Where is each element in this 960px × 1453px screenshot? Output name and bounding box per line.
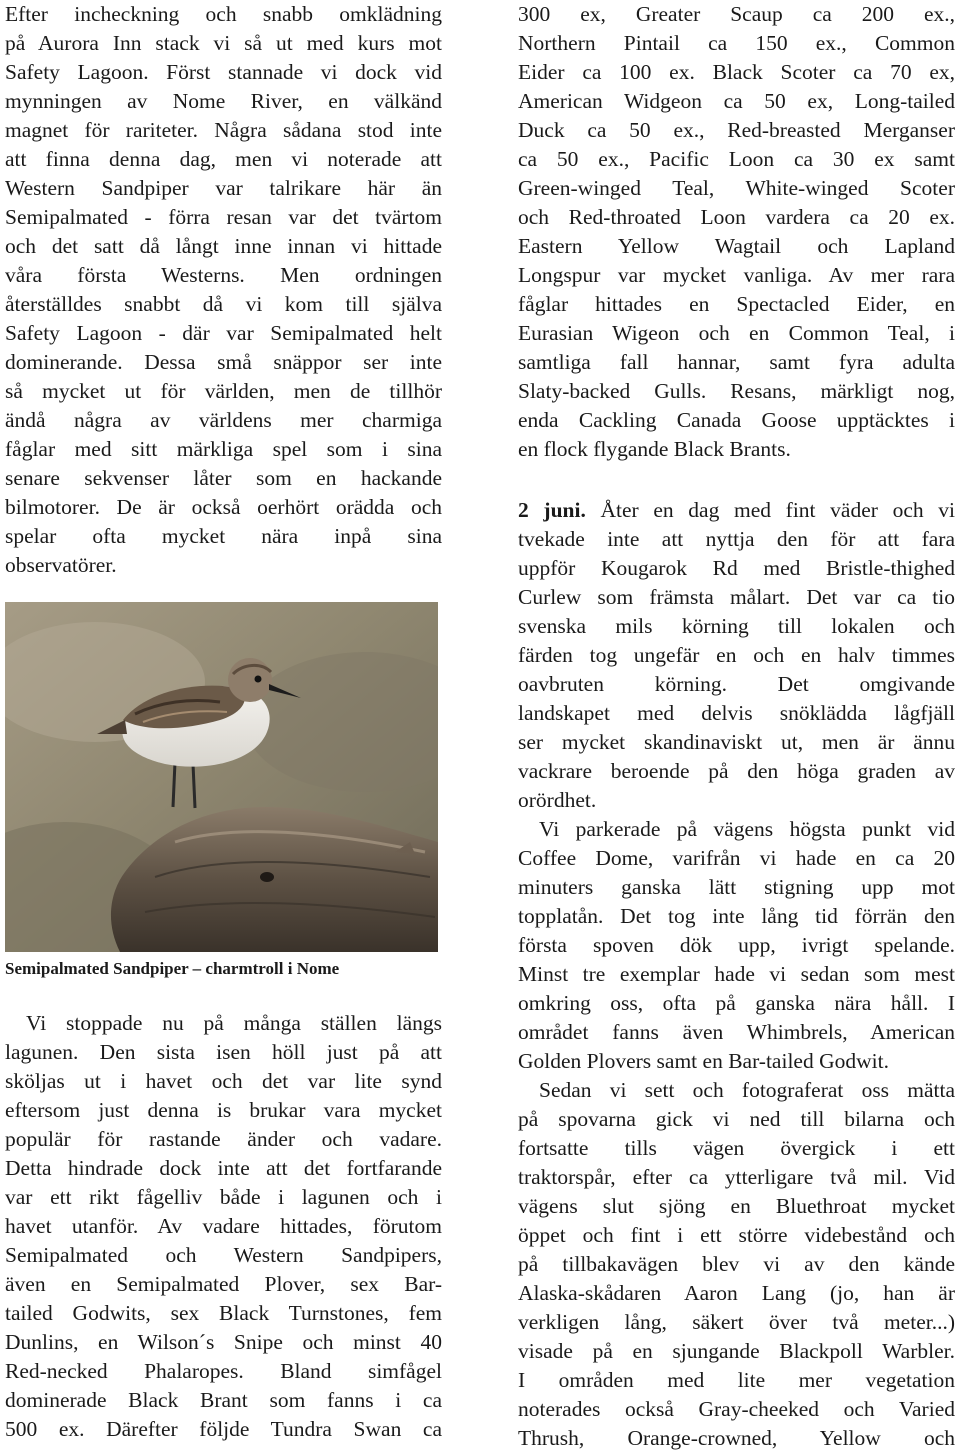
text-line: Alaska-skådaren Aaron Lang (jo, han är [518, 1281, 955, 1305]
text-line: att finna denna dag, men vi noterade att [5, 147, 442, 171]
text-line: och det satt då långt inne innan vi hittade [5, 234, 442, 258]
text-line: svenska mils körning till lokalen och [518, 614, 955, 638]
text-line: Vi stoppade nu på många ställen längs [26, 1011, 442, 1035]
date-label: 2 juni. [518, 498, 586, 522]
text-line: Golden Plovers samt en Bar-tailed Godwit. [518, 1049, 889, 1073]
text-line: Dunlins, en Wilson´s Snipe och minst 40 [5, 1330, 442, 1354]
text-line: Northern Pintail ca 150 ex., Common [518, 31, 955, 55]
text-line: första spoven dök upp, ivrigt spelande. [518, 933, 955, 957]
text-line: så mycket ut för världen, men de tillhör [5, 379, 442, 403]
text-line: traktorspår, efter ca ytterligare två mil. Vid [518, 1165, 955, 1189]
text-line: fåglar med sitt märkliga spel som i sina [5, 437, 442, 461]
text-line: landskapet med delvis snöklädda lågfjäll [518, 701, 955, 725]
text-line: Safety Lagoon - där var Semipalmated helt [5, 321, 442, 345]
text-line: spelar ofta mycket nära inpå sina [5, 524, 442, 548]
text-line: på tillbakavägen blev vi av den kände [518, 1252, 955, 1276]
text-line: fåglar hittades en Spectacled Eider, en [518, 292, 955, 316]
text-line: I områden med lite mer vegetation [518, 1368, 955, 1392]
text-line: Eider ca 100 ex. Black Scoter ca 70 ex, [518, 60, 955, 84]
text-line: observatörer. [5, 553, 117, 577]
text-line: Red-necked Phalaropes. Bland simfågel [5, 1359, 442, 1383]
text-line: Semipalmated - förra resan var det tvärtom [5, 205, 442, 229]
text-line: öppet och fint i ett större videbestånd och [518, 1223, 955, 1247]
text-line: Duck ca 50 ex., Red-breasted Merganser [518, 118, 955, 142]
text-line: magnet för rariteter. Några sådana stod inte [5, 118, 442, 142]
text-line: mynningen av Nome River, en välkänd [5, 89, 442, 113]
text-line: och Red-throated Loon vardera ca 20 ex. [518, 205, 955, 229]
text-line: tvekade inte att nyttja den för att fara [518, 527, 955, 551]
text-line: våra första Westerns. Men ordningen [5, 263, 442, 287]
text-line: Eurasian Wigeon och en Common Teal, i [518, 321, 955, 345]
text-line: även en Semipalmated Plover, sex Bar- [5, 1272, 442, 1296]
text-line: färden tog ungefär en och en halv timmes [518, 643, 955, 667]
text-line: uppför Kougarok Rd med Bristle-thighed [518, 556, 955, 580]
text-line: samtliga fall hannar, samt fyra adulta [518, 350, 955, 374]
sandpiper-photo [5, 602, 438, 952]
photo-caption: Semipalmated Sandpiper – charmtroll i Nome [5, 959, 340, 978]
text-line: Thrush, Orange-crowned, Yellow och [518, 1426, 955, 1450]
text-line: återställdes snabbt då vi kom till själva [5, 292, 442, 316]
text-line: havet utanför. Av vadare hittades, förutom [5, 1214, 442, 1238]
text-line: Slaty-backed Gulls. Resans, märkligt nog, [518, 379, 955, 403]
text-line: sköljas ut i havet och det var lite synd [5, 1069, 442, 1093]
text-line: ändå några av världens mer charmiga [5, 408, 442, 432]
text-line: Coffee Dome, varifrån vi hade en ca 20 [518, 846, 955, 870]
text-line: området fanns även Whimbrels, American [518, 1020, 955, 1044]
text-line: lagunen. Den sista isen höll just på att [5, 1040, 442, 1064]
paragraph-gap [518, 464, 955, 496]
text-line: vägens slut sjöng en Bluethroat mycket [518, 1194, 955, 1218]
text-line: omkring oss, ofta på ganska nära håll. I [518, 991, 955, 1015]
text-line: Safety Lagoon. Först stannade vi dock vid [5, 60, 442, 84]
text-line: Curlew som främsta målart. Det var ca tio [518, 585, 955, 609]
text-line: på spovarna gick vi ned till bilarna och [518, 1107, 955, 1131]
text-line: noterades också Gray-cheeked och Varied [518, 1397, 955, 1421]
left-column-text [5, 0, 442, 580]
date-paragraph-first-line [518, 496, 955, 525]
text-line: Detta hindrade dock inte att det fortfarande [5, 1156, 442, 1180]
text-line: Green-winged Teal, White-winged Scoter [518, 176, 955, 200]
text-line: orördhet. [518, 788, 597, 812]
text-line: dominerade Black Brant som fanns i ca [5, 1388, 442, 1412]
text-line: bilmotorer. De är också oerhört orädda och [5, 495, 442, 519]
text-line: 500 ex. Därefter följde Tundra Swan ca [5, 1417, 442, 1441]
text-line: tailed Godwits, sex Black Turnstones, fem [5, 1301, 442, 1325]
text-line: vackrare beroende på den höga graden av [518, 759, 955, 783]
text-line: populär för rastande änder och vadare. [5, 1127, 442, 1151]
text-line: enda Cackling Canada Goose upptäcktes i [518, 408, 955, 432]
left-column-bottom-text [5, 1009, 442, 1444]
text-line: minuters ganska lätt stigning upp mot [518, 875, 955, 899]
text-line: Longspur var mycket vanliga. Av mer rara [518, 263, 955, 287]
right-column-text [518, 0, 955, 1453]
text-line: Western Sandpiper var talrikare här än [5, 176, 442, 200]
text-line: American Widgeon ca 50 ex, Long-tailed [518, 89, 955, 113]
text-line: oavbruten körning. Det omgivande [518, 672, 955, 696]
text-line: ser mycket skandinaviskt ut, men är ännu [518, 730, 955, 754]
text-line: Semipalmated och Western Sandpipers, [5, 1243, 442, 1267]
text-line: Efter incheckning och snabb omklädning [5, 2, 442, 26]
text-line: verkligen lång, säkert över två meter...) [518, 1310, 955, 1334]
text-line: senare sekvenser låter som en hackande [5, 466, 442, 490]
text-line: eftersom just denna is brukar vara mycket [5, 1098, 442, 1122]
text-line: ca 50 ex., Pacific Loon ca 30 ex samt [518, 147, 955, 171]
text-line: Minst tre exemplar hade vi sedan som mest [518, 962, 955, 986]
text-line: Vi parkerade på vägens högsta punkt vid [539, 817, 955, 841]
text-line: Sedan vi sett och fotograferat oss mätta [539, 1078, 955, 1102]
text-line: en flock flygande Black Brants. [518, 437, 791, 461]
date-line-text: Åter en dag med fint väder och vi [585, 498, 955, 522]
text-line: på Aurora Inn stack vi så ut med kurs mot [5, 31, 442, 55]
text-line: visade på en sjungande Blackpoll Warbler. [518, 1339, 955, 1363]
text-line: 300 ex, Greater Scaup ca 200 ex., [518, 2, 955, 26]
text-line: dominerande. Dessa små snäppor ser inte [5, 350, 442, 374]
text-line: var ett rikt fågelliv både i lagunen och i [5, 1185, 442, 1209]
text-line: fortsatte tills vägen övergick i ett [518, 1136, 955, 1160]
text-line: topplatån. Det tog inte lång tid förrän den [518, 904, 955, 928]
text-line: Eastern Yellow Wagtail och Lapland [518, 234, 955, 258]
